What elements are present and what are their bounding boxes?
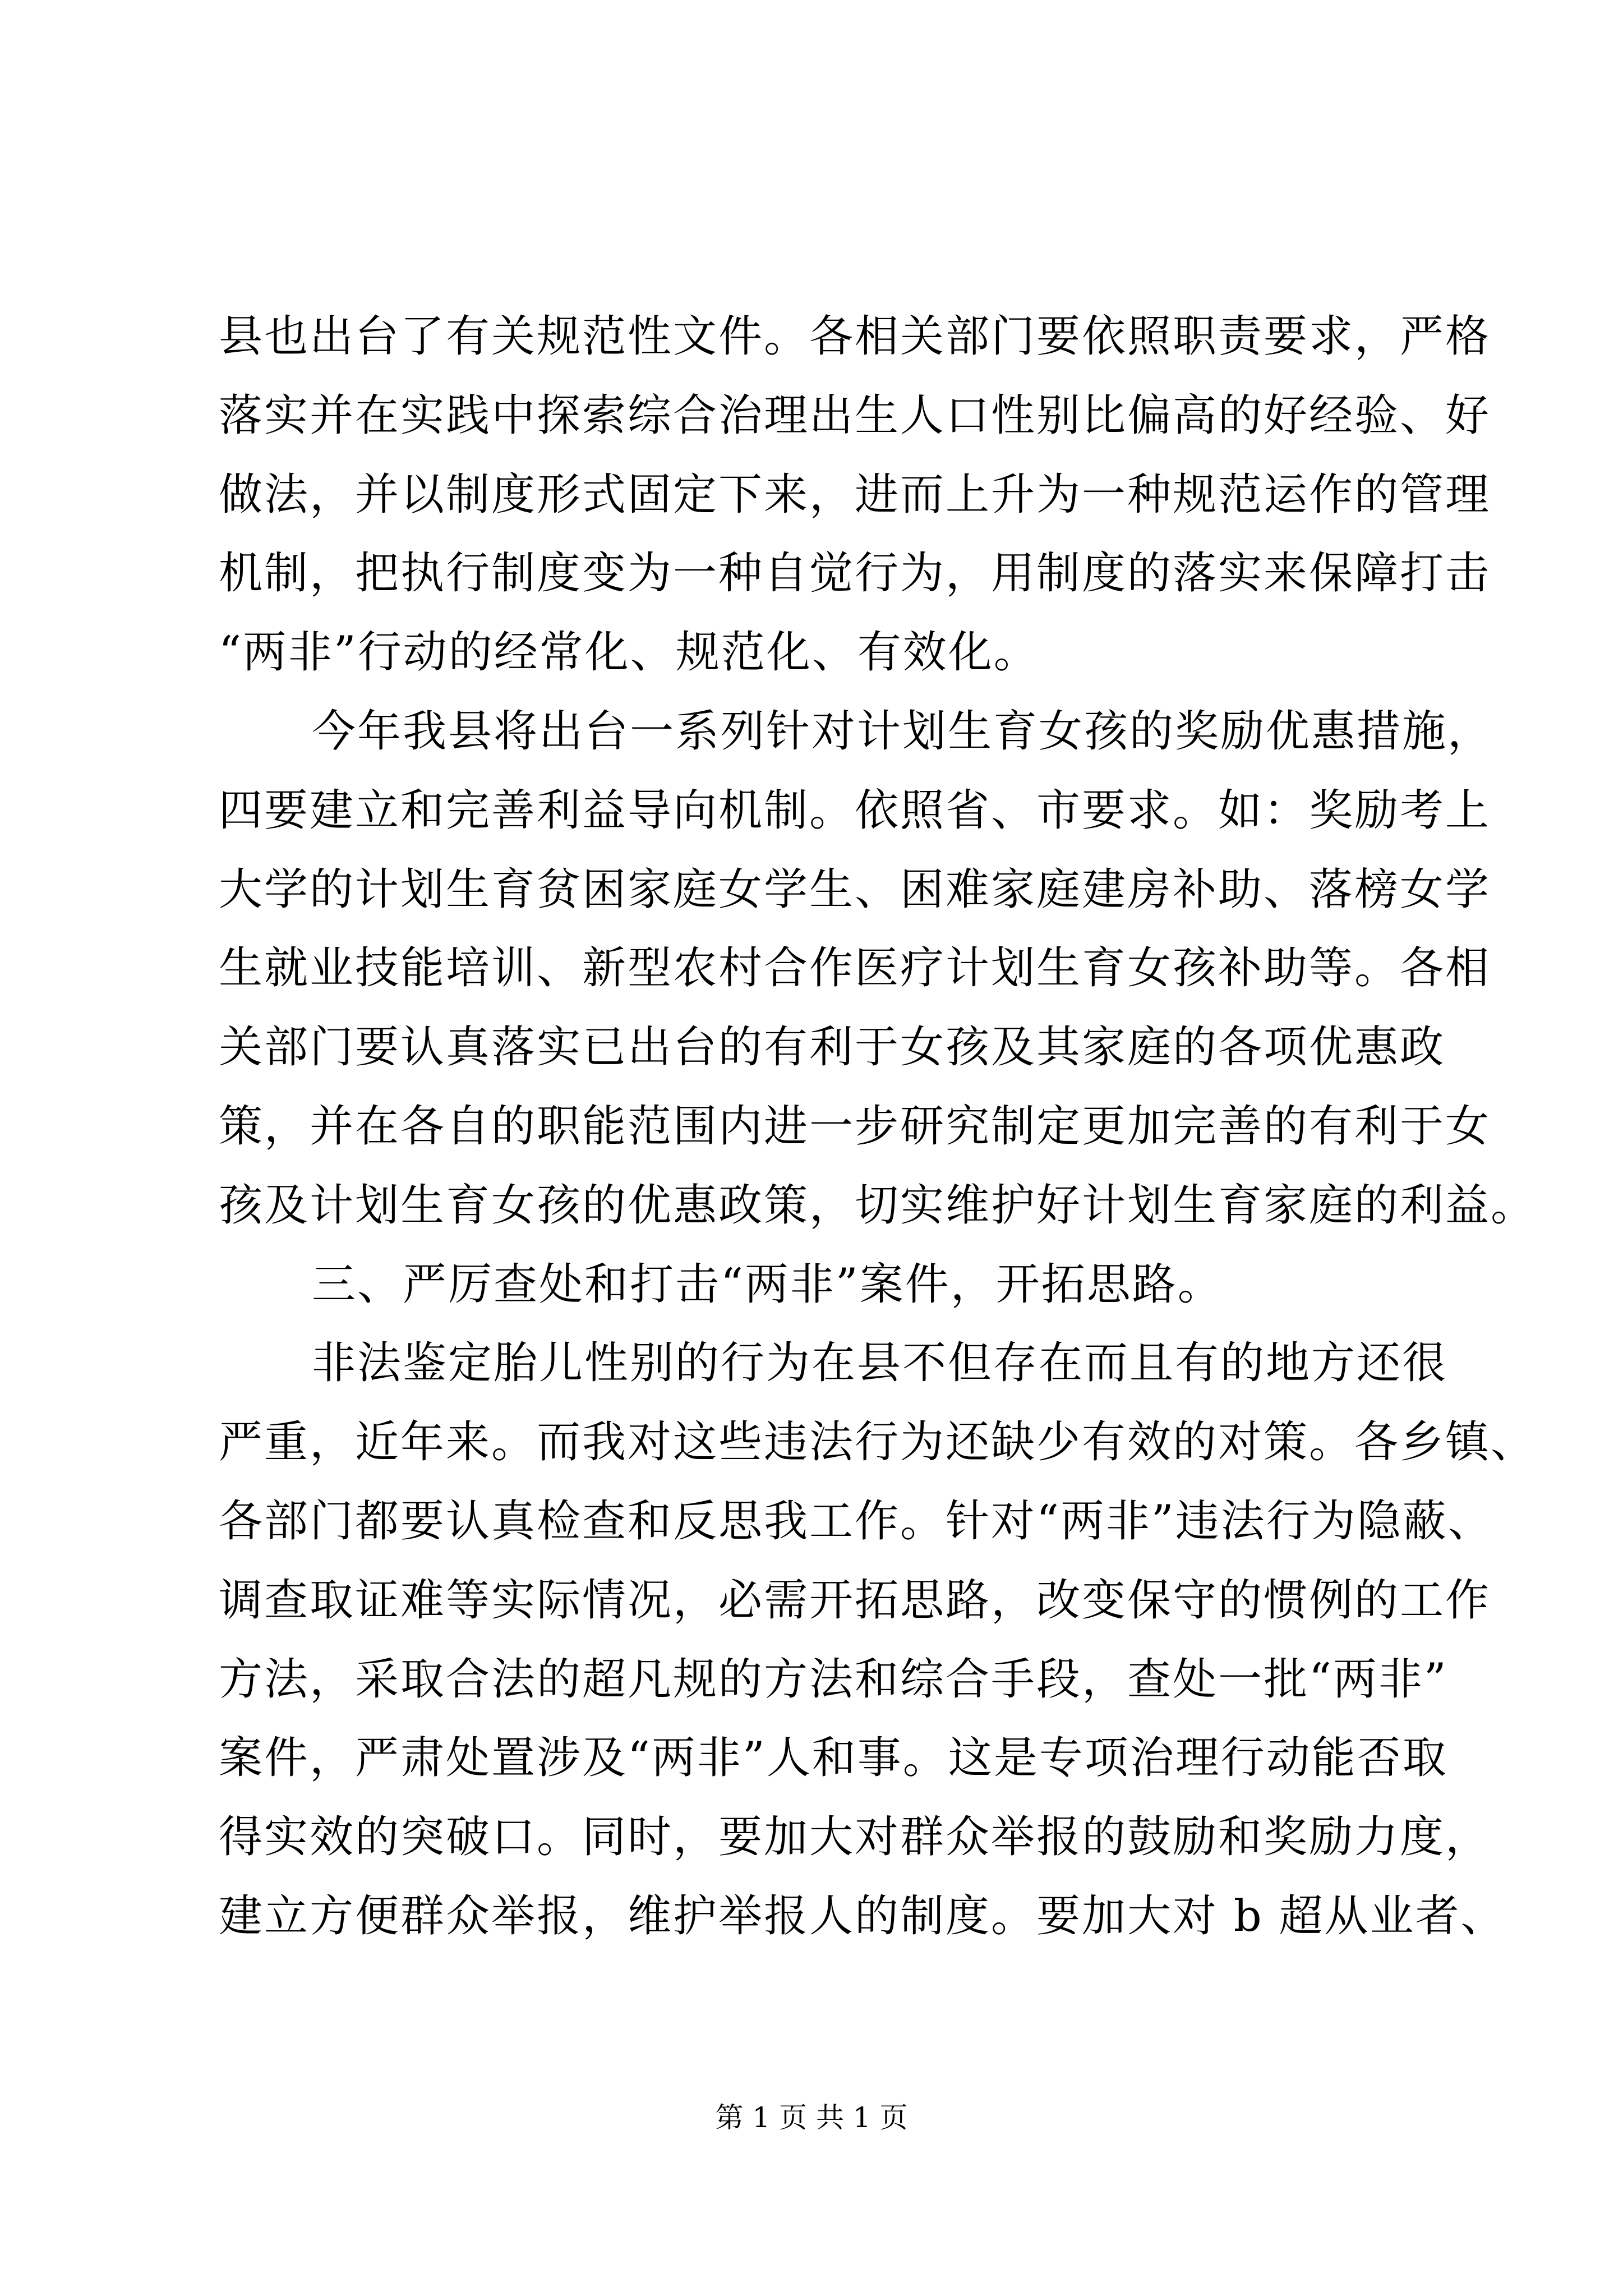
text-line: 四要建立和完善利益导向机制。依照省、市要求。如：奖励考上: [219, 785, 1491, 836]
text-line: 得实效的突破口。同时，要加大对群众举报的鼓励和奖励力度，: [219, 1812, 1491, 1863]
text-line: 机制，把执行制度变为一种自觉行为，用制度的落实来保障打击: [219, 548, 1491, 599]
text-line: 做法，并以制度形式固定下来，进而上升为一种规范运作的管理: [219, 469, 1491, 520]
text-line: 生就业技能培训、新型农村合作医疗计划生育女孩补助等。各相: [219, 943, 1491, 994]
text-line: 县也出台了有关规范性文件。各相关部门要依照职责要求，严格: [219, 311, 1491, 362]
text-line: 严重，近年来。而我对这些违法行为还缺少有效的对策。各乡镇、: [219, 1417, 1537, 1468]
text-line: 各部门都要认真检查和反思我工作。针对“两非”违法行为隐蔽、: [219, 1496, 1493, 1547]
document-body: [219, 297, 1537, 1956]
text-line: 调查取证难等实际情况，必需开拓思路，改变保守的惯例的工作: [219, 1575, 1491, 1626]
text-line: 落实并在实践中探索综合治理出生人口性别比偏高的好经验、好: [219, 390, 1491, 441]
paragraph-first-line: 今年我县将出台一系列针对计划生育女孩的奖励优惠措施，: [312, 706, 1493, 757]
text-line: “两非”行动的经常化、规范化、有效化。: [219, 627, 1039, 678]
text-line: 建立方便群众举报，维护举报人的制度。要加大对 b 超从业者、: [219, 1890, 1506, 1941]
text-line: 大学的计划生育贫困家庭女学生、困难家庭建房补助、落榜女学: [219, 864, 1491, 915]
page-number-footer: 第 1 页 共 1 页: [715, 2101, 908, 2134]
text-line: 方法，采取合法的超凡规的方法和综合手段，查处一批“两非”: [219, 1654, 1448, 1705]
text-line: 策，并在各自的职能范围内进一步研究制定更加完善的有利于女: [219, 1101, 1491, 1152]
text-line: 关部门要认真落实已出台的有利于女孩及其家庭的各项优惠政: [219, 1022, 1446, 1073]
section-heading: 三、严厉查处和打击“两非”案件，开拓思路。: [312, 1259, 1223, 1310]
text-line: 案件，严肃处置涉及“两非”人和事。这是专项治理行动能否取: [219, 1733, 1448, 1784]
text-line: 孩及计划生育女孩的优惠政策，切实维护好计划生育家庭的利益。: [219, 1180, 1537, 1231]
paragraph-first-line: 非法鉴定胎儿性别的行为在县不但存在而且有的地方还很: [312, 1338, 1448, 1389]
